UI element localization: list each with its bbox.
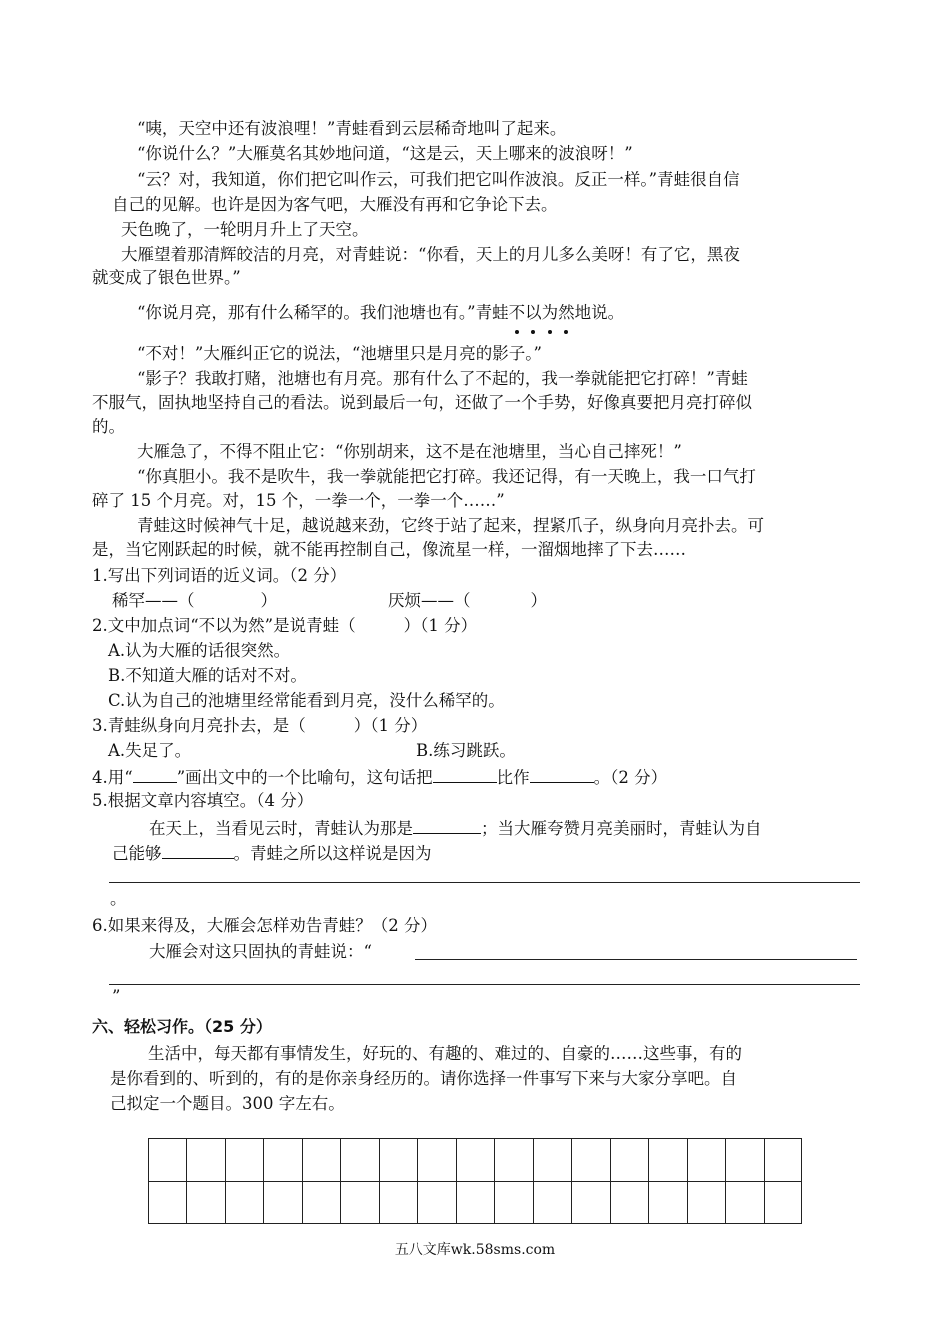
- story-paragraph: [137, 301, 624, 325]
- question-1-word-1: [112, 589, 277, 613]
- emphasis-dot: [531, 330, 535, 334]
- story-paragraph: 就变成了银色世界。”: [92, 268, 241, 287]
- section-heading: 六、轻松习作。（25 分）: [92, 1017, 272, 1036]
- question-text: 。青蛙之所以这样说是因为: [233, 844, 432, 863]
- word-label: 厌烦——（: [388, 591, 471, 610]
- answer-line[interactable]: [415, 959, 857, 960]
- question-1-word-2: [388, 589, 547, 613]
- question-5: 5.根据文章内容填空。（4 分）: [92, 791, 314, 810]
- question-text: 比作: [496, 768, 530, 787]
- option-b: B.不知道大雁的话对不对。: [108, 666, 307, 685]
- story-paragraph: 自己的见解。也许是因为客气吧，大雁没有再和它争论下去。: [112, 195, 558, 214]
- question-6: 6.如果来得及，大雁会怎样劝告青蛙？（2 分）: [92, 916, 437, 935]
- story-paragraph: “你真胆小。我不是吹牛，我一拳就能把它打碎。我还记得，有一天晚上，我一口气打: [137, 467, 756, 486]
- underline-blank[interactable]: [133, 764, 177, 783]
- option-c: C.认为自己的池塘里经常能看到月亮，没什么稀罕的。: [108, 691, 505, 710]
- answer-blank[interactable]: [433, 764, 497, 783]
- story-paragraph: 青蛙这时候神气十足，越说越来劲，它终于站了起来，捏紧爪子，纵身向月亮扑去。可: [137, 516, 764, 535]
- writing-grid[interactable]: [148, 1138, 802, 1224]
- answer-blank[interactable]: [530, 764, 594, 783]
- emphasis-dot: [564, 330, 568, 334]
- question-5-line-2: [112, 840, 432, 866]
- question-points: ）（1 分）: [353, 716, 428, 735]
- question-2: [92, 614, 477, 638]
- story-paragraph: 天色晚了，一轮明月升上了天空。: [121, 220, 369, 239]
- story-paragraph: “你说什么？”大雁莫名其妙地问道，“这是云，天上哪来的波浪呀！”: [137, 144, 633, 163]
- question-text: 己能够: [112, 844, 162, 863]
- question-text: ”画出文中的一个比喻句，这句话把: [176, 768, 433, 787]
- text-span: “你说月亮，那有什么稀罕的。我们池塘也有。”青蛙: [137, 303, 509, 322]
- story-paragraph: “咦，天空中还有波浪哩！”青蛙看到云层稀奇地叫了起来。: [137, 119, 567, 138]
- emphasis-dot: [548, 330, 552, 334]
- option-a: A.认为大雁的话很突然。: [108, 641, 291, 660]
- story-paragraph: 的。: [92, 417, 125, 436]
- question-text: 2.文中加点词“不以为然”是说青蛙（: [92, 616, 356, 635]
- period-mark: 。: [110, 889, 127, 908]
- story-paragraph: “影子？我敢打赌，池塘也有月亮。那有什么了不起的，我一拳就能把它打碎！”青蛙: [137, 369, 748, 388]
- word-label: 稀罕——（: [112, 591, 195, 610]
- story-paragraph: 大雁望着那清辉皎洁的月亮，对青蛙说：“你看，天上的月儿多么美呀！有了它，黑夜: [121, 245, 740, 264]
- grid-column-line: [149, 1139, 765, 1223]
- story-paragraph: “云？对，我知道，你们把它叫作云，可我们把它叫作波浪。反正一样。”青蛙很自信: [137, 170, 740, 189]
- composition-prompt: 是你看到的、听到的，有的是你亲身经历的。请你选择一件事写下来与大家分享吧。自: [110, 1069, 737, 1088]
- question-text: 4.用“: [92, 768, 133, 787]
- dotted-word-text: 不以为然: [508, 303, 575, 322]
- answer-line[interactable]: [109, 984, 860, 985]
- question-points: 。（2 分）: [593, 768, 668, 787]
- answer-line[interactable]: [109, 882, 860, 883]
- composition-prompt: 己拟定一个题目。300 字左右。: [110, 1094, 345, 1113]
- question-points: ）（1 分）: [403, 616, 478, 635]
- question-text: 在天上，当看见云时，青蛙认为那是: [149, 819, 413, 838]
- closing-quote: ”: [112, 987, 121, 1006]
- answer-blank[interactable]: [413, 815, 481, 834]
- story-paragraph: “不对！”大雁纠正它的说法，“池塘里只是月亮的影子。”: [137, 344, 542, 363]
- option-a: A.失足了。: [108, 741, 192, 760]
- question-5-line-1: [149, 815, 762, 841]
- paren-close: ）: [260, 591, 277, 610]
- question-3: [92, 714, 427, 738]
- story-paragraph: 碎了 15 个月亮。对，15 个，一拳一个，一拳一个……”: [92, 491, 505, 510]
- question-6-prompt: 大雁会对这只固执的青蛙说：“: [149, 942, 372, 961]
- question-text: ；当大雁夸赞月亮美丽时，青蛙认为自: [481, 819, 762, 838]
- story-paragraph: 是，当它刚跃起的时候，就不能再控制自己，像流星一样，一溜烟地摔了下去……: [92, 540, 686, 559]
- paren-close: ）: [530, 591, 547, 610]
- answer-blank[interactable]: [162, 840, 234, 859]
- footer-watermark: 五八文库wk.58sms.com: [394, 1242, 556, 1258]
- story-paragraph: 大雁急了，不得不阻止它：“你别胡来，这不是在池塘里，当心自己摔死！”: [137, 442, 682, 461]
- question-1: 1.写出下列词语的近义词。（2 分）: [92, 566, 347, 585]
- composition-prompt: 生活中，每天都有事情发生，好玩的、有趣的、难过的、自豪的……这些事，有的: [148, 1044, 742, 1063]
- story-paragraph: 不服气，固执地坚持自己的看法。说到最后一句，还做了一个手势，好像真要把月亮打碎似: [92, 393, 752, 412]
- option-b: B.练习跳跃。: [416, 741, 516, 760]
- dotted-word: [509, 301, 575, 325]
- text-span: 地说。: [574, 303, 625, 322]
- question-text: 3.青蛙纵身向月亮扑去，是（: [92, 716, 306, 735]
- question-4: [92, 764, 667, 790]
- emphasis-dot: [515, 330, 519, 334]
